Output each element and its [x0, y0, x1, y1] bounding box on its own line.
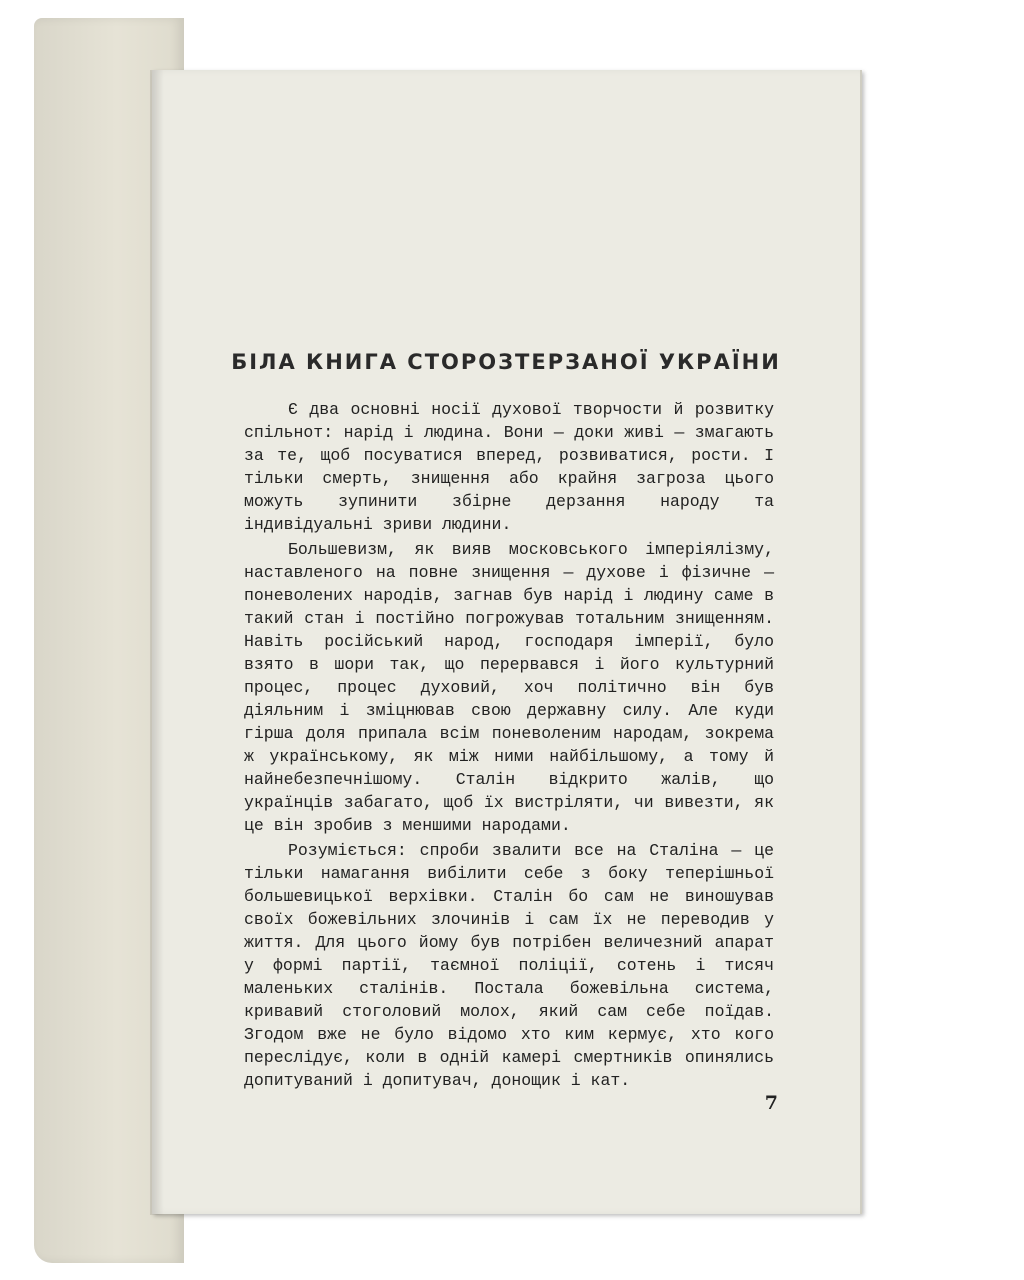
paragraph-3: Розуміється: спроби звалити все на Сталіна — це тільки намагання вибілити себе з боку теперішньої большевицької верхівки. Сталін бо сам не виношував своїх божевільних злочинів і сам їх не переводив у життя. Для цього йому був потрібен величезний апарат у формі партії, таємної поліції, сотень і тисяч маленьких сталінів. Постала божевільна система, кривавий стоголовий молох, який сам себе поїдав. Згодом вже не було відомо хто ким кермує, хто кого переслідує, коли в одній камері смертників опинялись допитуваний і допитувач, донощик і кат. [244, 841, 774, 1090]
page-number: 7 [764, 1092, 778, 1114]
page-gutter-shadow [150, 70, 164, 1215]
paragraph-2: Большевизм, як вияв московського імперіялізму, наставленого на повне знищення — духове і фізичне — поневолених народів, загнав був нарід і людину саме в такий стан і постійно погрожував тотальним знищенням. Навіть російський народ, господаря імперії, було взято в шори так, що перервався і його культурний процес, процес духовий, хоч політично він був діяльним і зміцнював свою державну силу. Але куди гірша доля припала всім поневоленим народам, зокрема ж українському, як між ними найбільшому, а тому й найнебезпечнішому. Сталін відкрито жалів, що українців забагато, щоб їх вистріляти, чи вивезти, як це він зробив з меншими народами. [244, 540, 774, 835]
page-title: БІЛА КНИГА СТОРОЗТЕРЗАНОЇ УКРАЇНИ [231, 350, 781, 374]
book-page [152, 70, 862, 1214]
paragraph-1: Є два основні носії духової творчости й розвитку спільнот: нарід і людина. Вони — доки живі — змагають за те, щоб посуватися вперед, розвиватися, рости. І тільки смерть, знищення або крайня загроза цього можуть зупинити збірне дерзання народу та індивідуальні зриви людини. [244, 400, 774, 534]
bleed-through-text [212, 190, 495, 208]
body-text [244, 398, 774, 1092]
